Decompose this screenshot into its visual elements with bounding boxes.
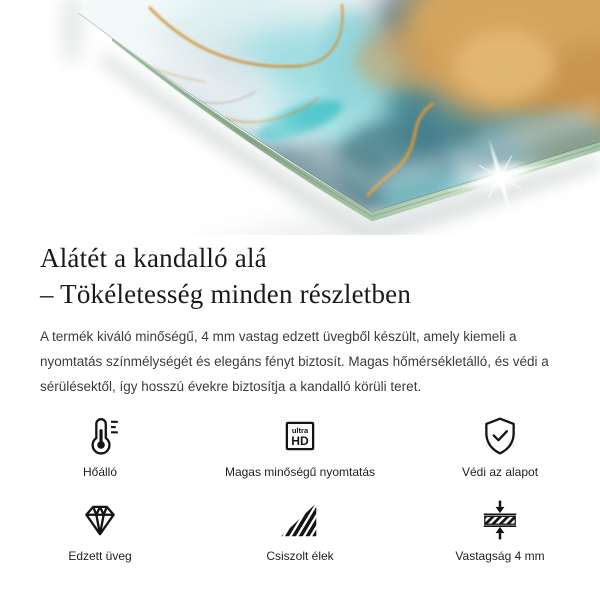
glass-panel-photo	[0, 0, 600, 235]
shield-check-icon	[479, 415, 521, 457]
svg-text:ultra: ultra	[291, 425, 309, 435]
feature-grid	[0, 415, 600, 563]
thickness-icon	[479, 499, 521, 541]
ultra-hd-icon	[279, 415, 321, 457]
svg-text:HD: HD	[291, 433, 309, 448]
product-image	[0, 0, 600, 235]
feature-thickness-4mm	[400, 499, 600, 563]
polished-edges-icon	[279, 499, 321, 541]
thermometer-icon	[79, 415, 121, 457]
feature-heat-resistant	[0, 415, 200, 479]
feature-label: Magas minőségű nyomtatás	[224, 465, 376, 479]
feature-polished-edges	[200, 499, 400, 563]
feature-protects-base	[400, 415, 600, 479]
title-line-2: – Tökéletesség minden részletben	[40, 279, 412, 309]
feature-tempered-glass	[0, 499, 200, 563]
feature-label: Védi az alapot	[461, 465, 539, 479]
feature-label: Vastagság 4 mm	[455, 549, 545, 563]
feature-label: Edzett üveg	[68, 549, 132, 563]
section-title	[40, 240, 560, 312]
section-body: A termék kiváló minőségű, 4 mm vastag edzett üvegből készült, amely kiemeli a nyomtatás színmélységét és elegáns fényt biztosít. Magas hőmérsékletálló, és védi a sérülésektől, így hosszú évekre biztosítja a kandalló körüli teret.	[40, 329, 549, 394]
feature-label: Hőálló	[82, 465, 118, 479]
description-section	[0, 235, 600, 563]
diamond-icon	[79, 499, 121, 541]
feature-ultra-hd-print	[200, 415, 400, 479]
feature-label: Csiszolt élek	[266, 549, 334, 563]
title-line-1: Alátét a kandalló alá	[40, 243, 267, 273]
